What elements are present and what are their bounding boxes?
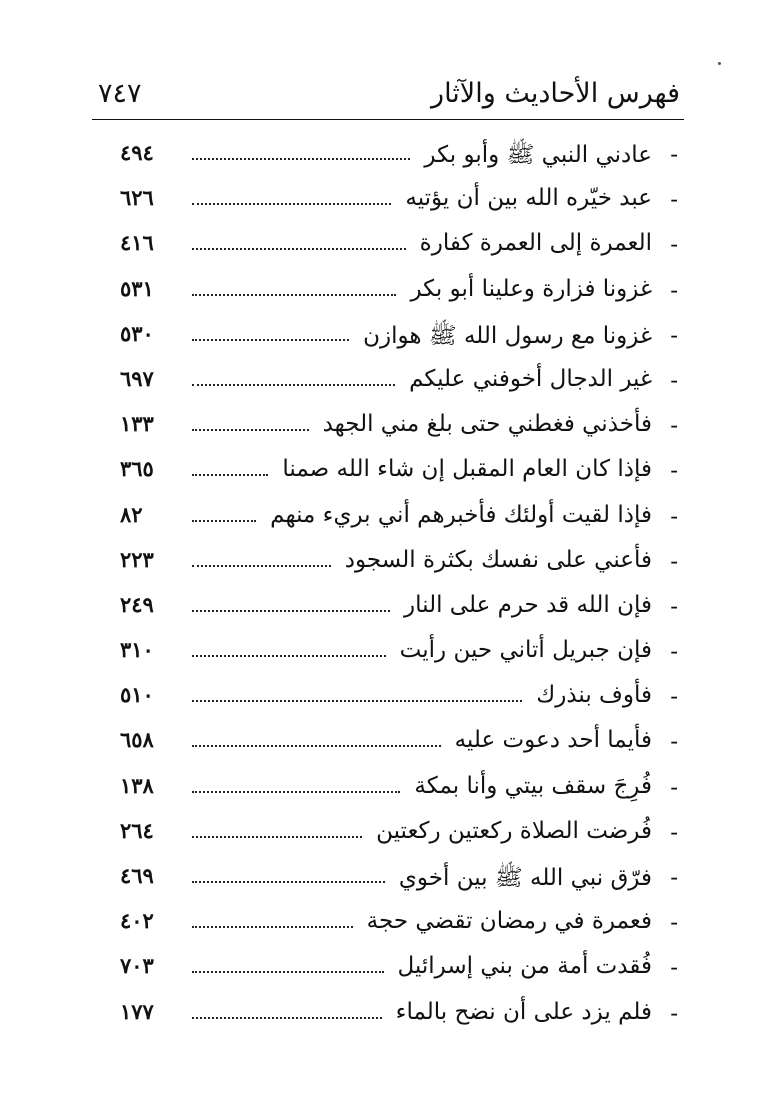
entry-hadith-text: فلم يزد على أن نضح بالماء <box>395 998 652 1025</box>
entry-dash: - <box>670 413 678 440</box>
dot-leader <box>192 140 410 170</box>
index-entry <box>92 633 684 678</box>
entry-page-number: ٣١٠ <box>120 637 154 663</box>
entry-hadith-text: فإن الله قد حرم على النار <box>404 591 652 618</box>
entry-page-number: ٥٣٠ <box>120 320 154 346</box>
entry-hadith-text: عادني النبي ﷺ وأبو بكر <box>424 142 652 168</box>
entry-dash: - <box>670 729 678 756</box>
index-entry <box>92 995 684 1040</box>
entry-dash: - <box>670 593 678 620</box>
index-entry <box>92 588 684 633</box>
entry-page-number: ٥٣١ <box>120 275 154 301</box>
entry-dash: - <box>670 774 678 801</box>
page-header <box>92 70 684 118</box>
dot-leader <box>192 592 390 622</box>
entry-page-number: ٢٤٩ <box>120 591 154 617</box>
entry-hadith-text: فإن جبريل أتاني حين رأيت <box>399 637 652 664</box>
entry-page-number: ٦٥٨ <box>120 727 154 753</box>
index-entry <box>92 407 684 452</box>
index-entry <box>92 769 684 814</box>
dot-leader <box>192 502 256 532</box>
entry-page-number: ٣٦٥ <box>120 456 154 482</box>
page-number: ٧٤٧ <box>98 78 142 109</box>
entry-dash: - <box>670 865 678 891</box>
dot-leader <box>192 185 391 215</box>
index-entry <box>92 452 684 497</box>
dot-leader <box>192 411 309 441</box>
entry-hadith-text: فأوف بنذرك <box>536 682 652 709</box>
entry-dash: - <box>670 232 678 259</box>
entry-page-number: ٤٦٩ <box>120 863 154 888</box>
index-entries-list <box>92 136 684 1040</box>
index-entry <box>92 814 684 859</box>
dot-leader <box>192 863 385 893</box>
entry-page-number: ٤٠٢ <box>120 908 154 934</box>
entry-dash: - <box>670 684 678 711</box>
margin-speck <box>718 62 721 65</box>
entry-page-number: ١٧٧ <box>120 998 154 1024</box>
entry-dash: - <box>670 548 678 575</box>
entry-page-number: ١٣٣ <box>120 411 154 437</box>
index-entry <box>92 859 684 904</box>
index-entry <box>92 543 684 588</box>
index-entry <box>92 181 684 226</box>
entry-hadith-text: غزونا فزارة وعلينا أبو بكر <box>410 275 652 302</box>
dot-leader <box>192 366 395 396</box>
index-entry <box>92 498 684 543</box>
entry-page-number: ٤١٦ <box>120 230 154 256</box>
index-entry <box>92 317 684 362</box>
header-rule <box>92 119 684 120</box>
index-entry <box>92 949 684 994</box>
dot-leader <box>192 953 384 983</box>
index-entry <box>92 362 684 407</box>
entry-hadith-text: فُقدت أمة من بني إسرائيل <box>397 953 652 980</box>
dot-leader <box>192 727 441 757</box>
entry-hadith-text: فُرضت الصلاة ركعتين ركعتين <box>376 817 652 844</box>
dot-leader <box>192 547 331 577</box>
entry-dash: - <box>670 819 678 846</box>
entry-hadith-text: غير الدجال أخوفني عليكم <box>409 365 652 392</box>
entry-dash: - <box>670 639 678 666</box>
entry-page-number: ٨٢ <box>120 501 143 527</box>
entry-page-number: ٤٩٤ <box>120 140 154 165</box>
index-entry <box>92 136 684 181</box>
entry-dash: - <box>670 955 678 982</box>
entry-dash: - <box>670 503 678 530</box>
running-head-title: فهرس الأحاديث والآثار <box>431 78 680 109</box>
dot-leader <box>192 682 522 712</box>
entry-hadith-text: فأعني على نفسك بكثرة السجود <box>344 546 652 573</box>
entry-page-number: ٦٩٧ <box>120 365 154 391</box>
entry-hadith-text: فعمرة في رمضان تقضي حجة <box>366 908 652 935</box>
index-entry <box>92 226 684 271</box>
entry-dash: - <box>670 458 678 485</box>
entry-hadith-text: فرّق نبي الله ﷺ بين أخوي <box>398 865 652 891</box>
index-entry <box>92 904 684 949</box>
entry-page-number: ٢٦٤ <box>120 817 154 843</box>
index-entry <box>92 678 684 723</box>
dot-leader <box>192 818 362 848</box>
entry-hadith-text: فأيما أحد دعوت عليه <box>454 727 652 754</box>
entry-page-number: ١٣٨ <box>120 772 154 798</box>
entry-page-number: ٥١٠ <box>120 682 154 708</box>
entry-hadith-text: فإذا كان العام المقبل إن شاء الله صمنا <box>282 456 652 483</box>
entry-hadith-text: غزونا مع رسول الله ﷺ هوازن <box>363 322 652 349</box>
entry-hadith-text: فُرِجَ سقف بيتي وأنا بمكة <box>414 772 652 799</box>
dot-leader <box>192 456 268 486</box>
entry-page-number: ٢٢٣ <box>120 546 154 572</box>
entry-hadith-text: العمرة إلى العمرة كفارة <box>419 230 652 257</box>
entry-dash: - <box>670 367 678 394</box>
entry-dash: - <box>670 142 678 168</box>
entry-dash: - <box>670 187 678 214</box>
entry-dash: - <box>670 322 678 349</box>
dot-leader <box>192 999 382 1029</box>
dot-leader <box>192 230 406 260</box>
entry-page-number: ٦٢٦ <box>120 185 154 211</box>
index-entry <box>92 272 684 317</box>
entry-hadith-text: عبد خيّره الله بين أن يؤتيه <box>405 185 652 212</box>
entry-dash: - <box>670 1000 678 1027</box>
entry-dash: - <box>670 910 678 937</box>
dot-leader <box>192 637 386 667</box>
entry-hadith-text: فأخذني فغطني حتى بلغ مني الجهد <box>322 411 652 438</box>
dot-leader <box>192 908 353 938</box>
entry-dash: - <box>670 277 678 304</box>
entry-page-number: ٧٠٣ <box>120 953 154 979</box>
entry-hadith-text: فإذا لقيت أولئك فأخبرهم أني بريء منهم <box>270 501 652 528</box>
dot-leader <box>192 276 396 306</box>
index-entry <box>92 723 684 768</box>
dot-leader <box>192 773 400 803</box>
dot-leader <box>192 321 349 351</box>
